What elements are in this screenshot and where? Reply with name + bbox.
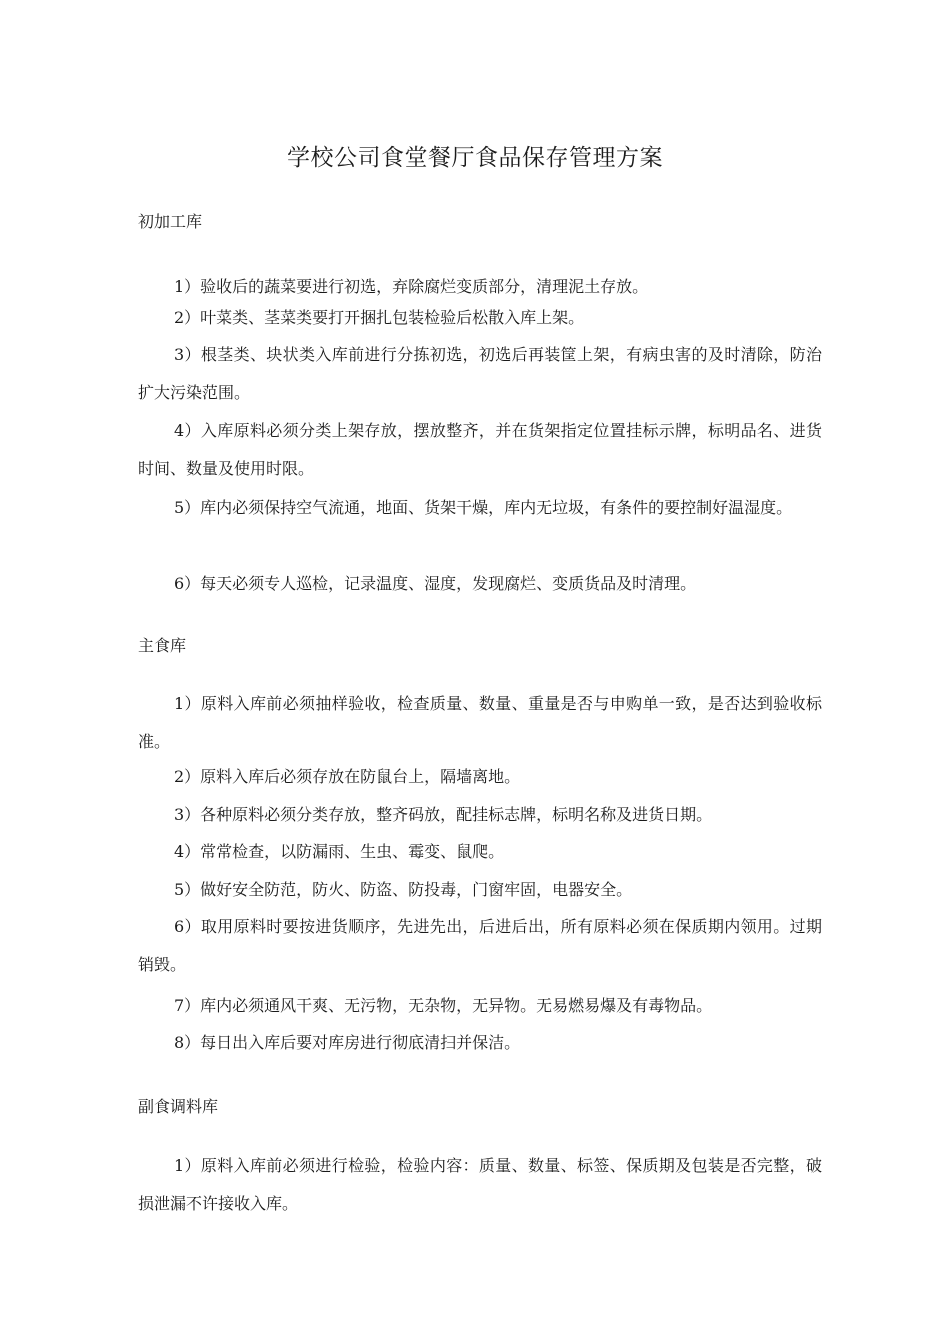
paragraph: 5）做好安全防范，防火、防盗、防投毒，门窗牢固，电器安全。: [174, 880, 633, 899]
section-heading-condiment-store: 副食调料库: [138, 1097, 219, 1116]
page-title: 学校公司食堂餐厅食品保存管理方案: [287, 145, 663, 171]
paragraph: 4）入库原料必须分类上架存放，摆放整齐，并在货架指定位置挂标示牌，标明品名、进货时间、数量及使用时限。: [138, 421, 822, 478]
paragraph: 6）每天必须专人巡检，记录温度、湿度，发现腐烂、变质货品及时清理。: [174, 574, 697, 593]
paragraph: 6）取用原料时要按进货顺序，先进先出，后进后出，所有原料必须在保质期内领用。过期销毁。: [138, 917, 822, 974]
paragraph: 2）叶菜类、茎菜类要打开捆扎包装检验后松散入库上架。: [174, 308, 585, 327]
paragraph: 1）原料入库前必须抽样验收，检查质量、数量、重量是否与申购单一致，是否达到验收标准。: [138, 694, 822, 751]
section-heading-primary-processing: 初加工库: [138, 212, 203, 231]
paragraph: 1）验收后的蔬菜要进行初选，弃除腐烂变质部分，清理泥土存放。: [174, 277, 649, 296]
paragraph: 2）原料入库后必须存放在防鼠台上，隔墙离地。: [174, 767, 521, 786]
section-heading-staple-food-store: 主食库: [138, 636, 187, 655]
paragraph: 3）根茎类、块状类入库前进行分拣初选，初选后再装筐上架，有病虫害的及时清除，防治扩大污染范围。: [138, 345, 822, 402]
paragraph: 7）库内必须通风干爽、无污物，无杂物，无异物。无易燃易爆及有毒物品。: [174, 996, 713, 1015]
paragraph: 4）常常检查，以防漏雨、生虫、霉变、鼠爬。: [174, 842, 505, 861]
paragraph: 5）库内必须保持空气流通，地面、货架干燥，库内无垃圾，有条件的要控制好温湿度。: [174, 498, 793, 517]
paragraph: 3）各种原料必须分类存放，整齐码放，配挂标志牌，标明名称及进货日期。: [174, 805, 713, 824]
paragraph: 1）原料入库前必须进行检验，检验内容：质量、数量、标签、保质期及包装是否完整，破损泄漏不许接收入库。: [138, 1156, 822, 1213]
paragraph: 8）每日出入库后要对库房进行彻底清扫并保洁。: [174, 1033, 521, 1052]
